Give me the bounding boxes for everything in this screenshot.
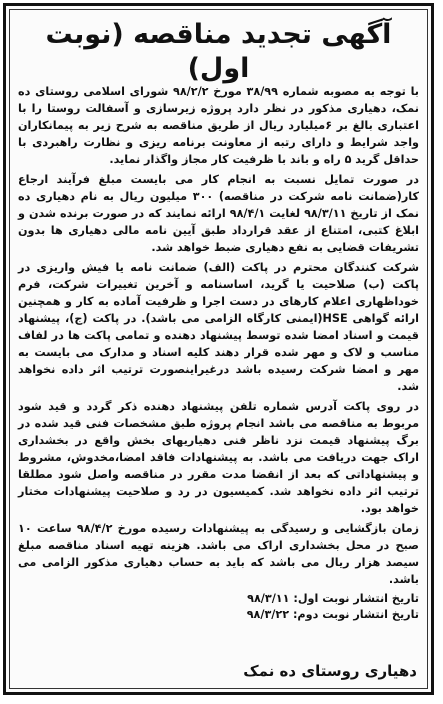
notice-title: آگهی تجدید مناقصه (نوبت اول) [45,19,392,84]
paragraph-1: با توجه به مصوبه شماره ۳۸/۹۹ مورخ ۹۸/۲/۲ شورای اسلامی روستای ده نمک، دهیاری مذکور در نظر دارد پروژه زیرسازی و آسفالت روستا را با اعتباری بالغ بر ۶میلیارد ریال از طریق مناقصه به شرح زیر به پیمانکاران واجد شرایط و دارای رتبه از معاونت برنامه ریزی و نظارت راهبردی با حداقل گرید ۵ راه و باند با ظرفیت کار مجاز واگذار نماید. [18,85,419,166]
notice-body [18,83,419,623]
paragraph-4: در روی پاکت آدرس شماره تلفن پیشنهاد دهنده ذکر گردد و قید شود مربوط به مناقصه می باشد انجام پروژه طبق مشخصات فنی قید شده در برگ پیشنهاد قیمت نزد ناظر فنی دهیاریهای بخش واقع در بخشداری اراک جهت دریافت می باشد. به پیشنهادات فاقد امضا،مخدوش، مشروط و پیشنهاداتی که بعد از انقضا مدت مقرر در مناقصه واصل شود مطلقا ترتیب اثر داده نخواهد شد. کمیسیون در رد و صلاحیت پیشنهادات مختار خواهد بود. [18,400,419,515]
issuer-signature: دهیاری روستای ده نمک [243,662,417,680]
first-publication-date: تاریخ انتشار نوبت اول: ۹۸/۳/۱۱ [247,592,419,605]
paragraph-3: شرکت کنندگان محترم در پاکت (الف) ضمانت نامه یا فیش واریزی در پاکت (ب) صلاحیت یا گرید، اساسنامه و آخرین تغییرات شرکت، فرم خوداظهاری اعلام کارهای در دست اجرا و ظرفیت آماده به کار و همچنین ارائه گواهی HSE(ایمنی کارگاه الزامی می باشد). در پاکت (ج)، پیشنهاد قیمت و اسناد امضا شده توسط پیشنهاد دهنده و تمامی پاکت ها در لفاف مناسب و لاک و مهر شده قرار دهند کلیه اسناد و مدارک می بایست به مهر و امضا شرکت رسیده باشد درغیراینصورت ترتیب اثر داده نخواهد شد. [18,261,419,393]
paragraph-5: زمان بازگشایی و رسیدگی به پیشنهادات رسیده مورخ ۹۸/۴/۲ ساعت ۱۰ صبح در محل بخشداری اراک می باشد. هزینه تهیه اسناد مناقصه مبلغ سیصد هزار ریال می باشد که باید به حساب دهیاری مذکور الزامی می باشد. [18,522,419,586]
paragraph-2: در صورت تمایل نسبت به انجام کار می بایست مبلغ فرآیند ارجاع کار(ضمانت نامه شرکت در مناقصه) ۳۰۰ میلیون ریال به نام دهیاری ده نمک از تاریخ ۹۸/۳/۱۱ لغایت ۹۸/۴/۱ ارائه نمایند که در صورت برنده شدن و ابلاغ کتبی، امتناع از عقد قرارداد طبق آیین نامه مالی دهیاری ها بدون تشریفات قضایی به نفع دهیاری ضبط خواهد شد. [18,173,420,254]
second-publication-date: تاریخ انتشار نوبت دوم: ۹۸/۳/۲۲ [246,608,419,621]
publication-dates [18,591,419,623]
notice-frame [3,3,434,695]
